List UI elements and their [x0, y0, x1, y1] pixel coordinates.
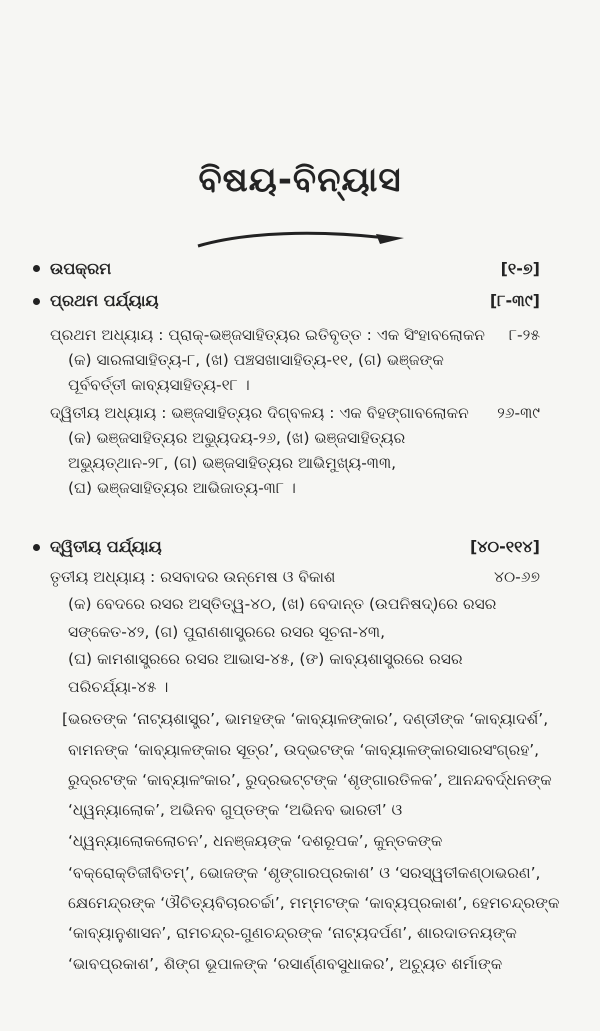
chapter-detail-line: ପରିଚର୍ଯ୍ୟା-୪୫ ।: [68, 678, 169, 696]
chapter-detail-line: (କ) ଭଞ୍ଜସାହିତ୍ୟର ଅଭ୍ୟୁଦୟ-୨୬, (ଖ) ଭଞ୍ଜସାହିତ୍ୟର: [68, 429, 406, 447]
chapter-pages: ୪୦-୬୭: [494, 568, 540, 586]
section-title: ପ୍ରଥମ ପର୍ଯ୍ୟାୟ: [50, 291, 159, 310]
chapter-title: ଦ୍ୱିତୀୟ ଅଧ୍ୟାୟ : ଭଞ୍ଜସାହିତ୍ୟର ଦିଗ୍‌ବଳୟ : ଏକ ବିହଙ୍ଗାବଲୋକନ: [50, 404, 469, 422]
decorative-swash-divider: [196, 228, 406, 250]
chapter-detail-line: ‘ଧ୍ୱନ୍ୟାଲୋକଲୋଚନ’, ଧନଞ୍ଜୟଙ୍କ ‘ଦଶରୂପକ’, କୁନ୍ତକଙ୍କ: [68, 832, 443, 850]
chapter-detail-line: ‘ବକ୍ରୋକ୍ତିଜୀବିତମ୍’, ଭୋଜଙ୍କ ‘ଶୃଙ୍ଗାରପ୍ରକାଶ’ ଓ ‘ସରସ୍ୱତୀକଣ୍ଠାଭରଣ’,: [68, 864, 541, 882]
chapter-title: ତୃତୀୟ ଅଧ୍ୟାୟ : ରସବାଦର ଉନ୍ମେଷ ଓ ବିକାଶ: [50, 568, 336, 586]
chapter-detail-line: ‘ଭାବପ୍ରକାଶ’, ଶିଙ୍ଗ ଭୂପାଳଙ୍କ ‘ରସାର୍ଣ୍ଣବସୁଧାକର’, ଅଚ୍ୟୁତ ଶର୍ମାଙ୍କ: [68, 955, 503, 973]
section-title: ଦ୍ୱିତୀୟ ପର୍ଯ୍ୟାୟ: [50, 537, 162, 556]
section-pages: [୪୦-୧୧୪]: [469, 537, 540, 556]
chapter-detail-line: ରୁଦ୍ରଟଙ୍କ ‘କାବ୍ୟାଳଂକାର’, ରୁଦ୍ରଭଟ୍ଟଙ୍କ ‘ଶୃଙ୍ଗାରତିଳକ’, ଆନନ୍ଦବର୍ଦ୍ଧନଙ୍କ: [68, 771, 552, 789]
section-pages: [୧-୭]: [500, 259, 540, 278]
chapter-detail-line: ବାମନଙ୍କ ‘କାବ୍ୟାଳଙ୍କାର ସୂତ୍ର’, ଉଦ୍‌ଭଟଙ୍କ ‘କାବ୍ୟାଳଙ୍କାରସାରସଂଗ୍ରହ’,: [68, 741, 540, 759]
chapter-title: ପ୍ରଥମ ଅଧ୍ୟାୟ : ପ୍ରାକ୍-ଭଞ୍ଜସାହିତ୍ୟର ଇତିବୃତ୍ତ : ଏକ ସିଂହାବଲୋକନ: [50, 326, 485, 344]
chapter-detail-line: ‘କାବ୍ୟାନୁଶାସନ’, ରାମଚନ୍ଦ୍ର-ଗୁଣଚନ୍ଦ୍ରଙ୍କ ‘ନାଟ୍ୟଦର୍ପଣ’, ଶାରଦାତନୟଙ୍କ: [68, 924, 517, 942]
section-pages: [୮-୩୯]: [489, 291, 540, 310]
page-title: ବିଷୟ-ବିନ୍ୟାସ: [198, 160, 402, 200]
chapter-detail-line: [ଭରତଙ୍କ ‘ନାଟ୍ୟଶାସ୍ତ୍ର’, ଭାମହଙ୍କ ‘କାବ୍ୟାଳଙ୍କାର’, ଦଣ୍ଡୀଙ୍କ ‘କାବ୍ୟାଦର୍ଶ’,: [62, 710, 549, 728]
chapter-detail-line: ଅଭ୍ୟୁତ୍‌ଥାନ-୨୮, (ଗ) ଭଞ୍ଜସାହିତ୍ୟର ଆଭିମୁଖ୍ୟ-୩୩,: [68, 454, 397, 472]
chapter-pages: ୨୬-୩୯: [497, 404, 540, 422]
chapter-detail-line: (କ) ବେଦରେ ରସର ଅସ୍ତିତ୍ୱ-୪୦, (ଖ) ବେଦାନ୍ତ (ଉପନିଷଦ୍)ରେ ରସର: [68, 595, 497, 613]
section-title: ଉପକ୍ରମ: [50, 259, 112, 278]
bullet-icon: [33, 265, 40, 272]
chapter-detail-line: ପୂର୍ବବର୍ତ୍ତୀ କାବ୍ୟସାହିତ୍ୟ-୧୮ ।: [68, 376, 250, 394]
bullet-icon: [33, 298, 40, 305]
chapter-detail-line: (ଘ) କାମଶାସ୍ତ୍ରରେ ରସର ଆଭାସ-୪୫, (ଙ) କାବ୍ୟଶାସ୍ତ୍ରରେ ରସର: [68, 650, 463, 668]
chapter-detail-line: ‘ଧ୍ୱନ୍ୟାଲୋକ’, ଅଭିନବ ଗୁପ୍ତଙ୍କ ‘ଅଭିନବ ଭାରତୀ’ ଓ: [68, 801, 403, 819]
chapter-detail-line: ସଙ୍କେତ-୪୨, (ଗ) ପୁରାଣଶାସ୍ତ୍ରରେ ରସର ସୂଚନା-୪୩,: [68, 623, 385, 641]
bullet-icon: [33, 544, 40, 551]
chapter-detail-line: (କ) ସାରଳାସାହିତ୍ୟ-୮, (ଖ) ପଞ୍ଚସଖାସାହିତ୍ୟ-୧୧, (ଗ) ଭଞ୍ଜଙ୍କ: [68, 351, 444, 369]
chapter-detail-line: କ୍ଷେମେନ୍ଦ୍ରଙ୍କ ‘ଔଚିତ୍ୟବିଚାରଚର୍ଚ୍ଚା’, ମମ୍ମଟଙ୍କ ‘କାବ୍ୟପ୍ରକାଶ’, ହେମଚନ୍ଦ୍ରଙ୍କ: [68, 894, 560, 912]
chapter-detail-line: (ଘ) ଭଞ୍ଜସାହିତ୍ୟର ଆଭିଜାତ୍ୟ-୩୮ ।: [68, 479, 296, 497]
chapter-pages: ୮-୨୫: [508, 326, 540, 344]
